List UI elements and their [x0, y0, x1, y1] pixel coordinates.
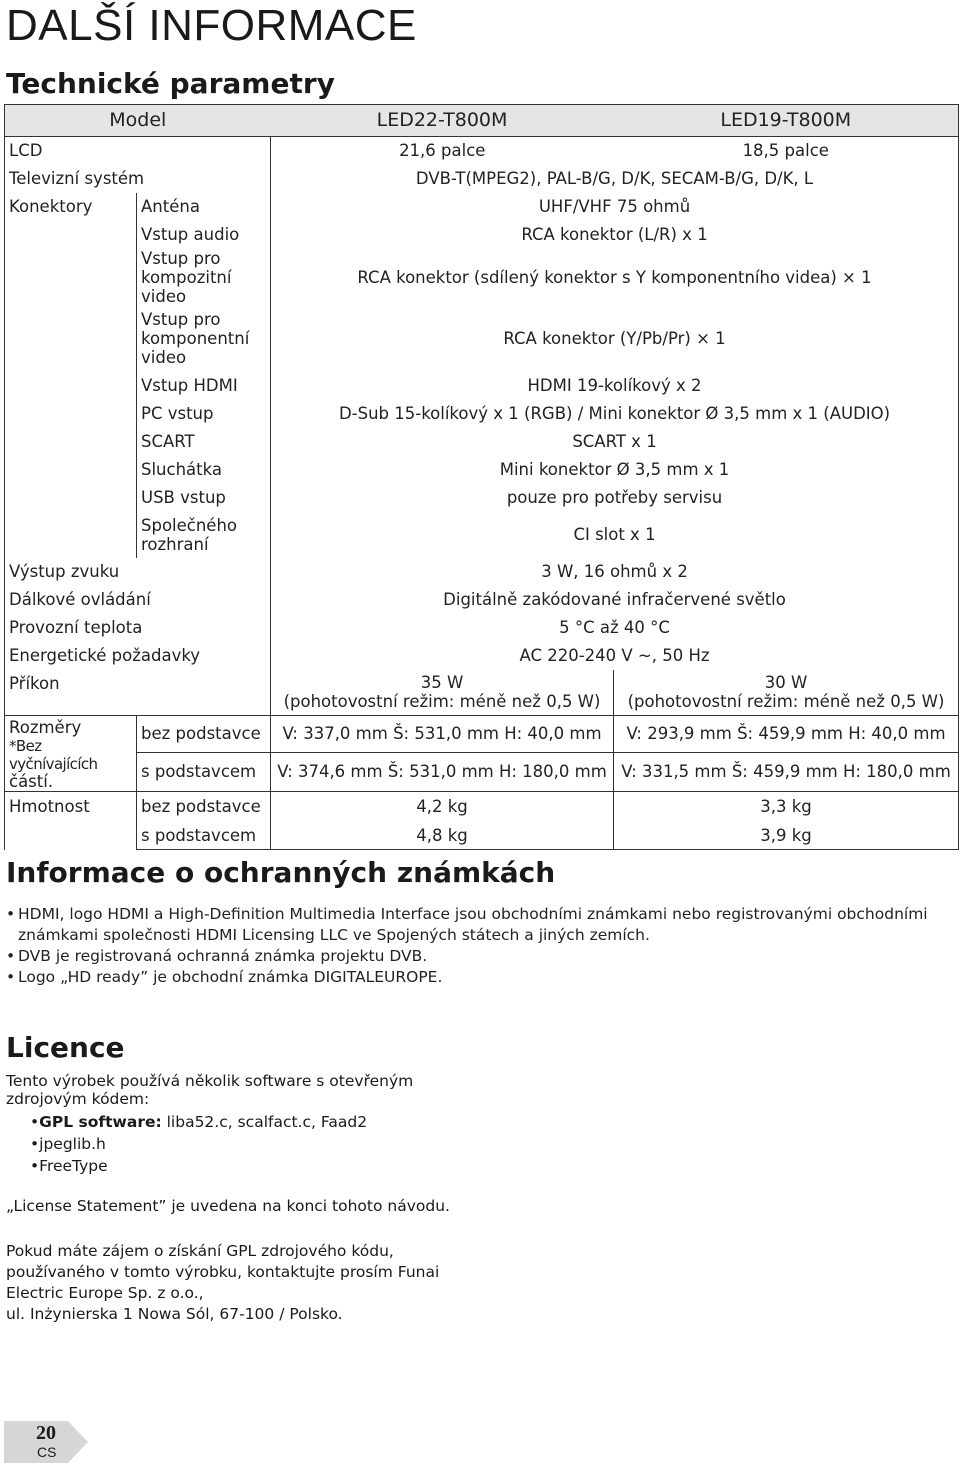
table-row: [5, 221, 959, 249]
table-row: [5, 400, 959, 428]
table-row: [5, 428, 959, 456]
list-item: • jpeglib.h: [30, 1133, 367, 1155]
tv-system-value: DVB-T(MPEG2), PAL-B/G, D/K, SECAM-B/G, D/K, L: [271, 165, 959, 193]
list-item: • FreeType: [30, 1155, 367, 1177]
remote-label: Dálkové ovládání: [5, 586, 271, 614]
specs-heading: Technické parametry: [6, 67, 335, 100]
connector-value: pouze pro potřeby servisu: [271, 484, 959, 512]
table-row: [5, 456, 959, 484]
page-number: 20: [36, 1422, 56, 1444]
table-row: [5, 484, 959, 512]
connector-value: RCA konektor (L/R) x 1: [271, 221, 959, 249]
table-row: [5, 558, 959, 586]
table-row: [5, 792, 959, 822]
table-row: [5, 165, 959, 193]
connector-value: RCA konektor (sdílený konektor s Y komponentního videa) × 1: [271, 249, 959, 306]
gpl-contact-line: ul. Inżynierska 1 Nowa Sól, 67-100 / Polsko.: [6, 1305, 343, 1323]
connector-label: Vstup pro kompozitní video: [137, 249, 271, 306]
weight-row-label: bez podstavce: [137, 792, 271, 822]
list-item: • HDMI, logo HDMI a High-Definition Multimedia Interface jsou obchodními známkami nebo registrovanými obchodními známkami společnosti HDMI Licensing LLC ve Spojených státech a jiných zemích.: [6, 904, 946, 946]
connector-value: SCART x 1: [271, 428, 959, 456]
dimension-value: V: 374,6 mm Š: 531,0 mm H: 180,0 mm: [271, 752, 614, 791]
consumption-watts-1: 35 W: [420, 673, 464, 693]
list-item: [30, 1111, 367, 1133]
model-1-name: LED22-T800M: [271, 105, 614, 137]
connector-label: Vstup HDMI: [137, 372, 271, 400]
gpl-contact: [6, 1241, 446, 1325]
license-statement: „License Statement” je uvedena na konci tohoto návodu.: [6, 1197, 450, 1215]
connector-value: UHF/VHF 75 ohmů: [271, 193, 959, 221]
table-row: [5, 752, 959, 791]
connector-label: Anténa: [137, 193, 271, 221]
table-row: [5, 372, 959, 400]
connector-label: Vstup pro komponentní video: [137, 306, 271, 372]
gpl-contact-line: používaného v tomto výrobku, kontaktujte prosím Funai: [6, 1263, 440, 1281]
weight-value: 4,8 kg: [271, 822, 614, 850]
model-label: Model: [5, 105, 271, 137]
table-row: [5, 512, 959, 558]
list-item: • DVB je registrovaná ochranná známka projektu DVB.: [6, 946, 946, 967]
connector-label: PC vstup: [137, 400, 271, 428]
connector-label: SCART: [137, 428, 271, 456]
temp-value: 5 °C až 40 °C: [271, 614, 959, 642]
table-row: [5, 137, 959, 165]
table-row: [5, 193, 959, 221]
dimension-row-label: bez podstavce: [137, 716, 271, 753]
table-row: [5, 822, 959, 850]
table-row: [5, 249, 959, 306]
connector-value: RCA konektor (Y/Pb/Pr) × 1: [271, 306, 959, 372]
connector-value: CI slot x 1: [271, 512, 959, 558]
gpl-contact-line: Electric Europe Sp. z o.o.,: [6, 1284, 204, 1302]
table-header-row: [5, 105, 959, 137]
dimensions-label-2: *Bez vyčnívajících: [9, 737, 98, 773]
lcd-value-2: 18,5 palce: [614, 137, 959, 165]
power-req-value: AC 220-240 V ~, 50 Hz: [271, 642, 959, 670]
consumption-value-1: [271, 670, 614, 716]
dimensions-label: [5, 716, 137, 792]
consumption-watts-2: 30 W: [764, 673, 808, 693]
lcd-value-1: 21,6 palce: [271, 137, 614, 165]
weight-value: 4,2 kg: [271, 792, 614, 822]
temp-label: Provozní teplota: [5, 614, 271, 642]
consumption-standby-1: (pohotovostní režim: méně než 0,5 W): [283, 692, 601, 712]
weight-row-label: s podstavcem: [137, 822, 271, 850]
table-row: [5, 716, 959, 753]
trademarks-heading: Informace o ochranných známkách: [6, 856, 556, 889]
dimension-row-label: s podstavcem: [137, 752, 271, 791]
connector-value: Mini konektor Ø 3,5 mm x 1: [271, 456, 959, 484]
weight-value: 3,9 kg: [614, 822, 959, 850]
tv-system-label: Televizní systém: [5, 165, 271, 193]
connector-value: HDMI 19-kolíkový x 2: [271, 372, 959, 400]
remote-value: Digitálně zakódované infračervené světlo: [271, 586, 959, 614]
license-intro: Tento výrobek používá několik software s otevřeným zdrojovým kódem:: [6, 1072, 414, 1108]
license-heading: Licence: [6, 1031, 125, 1064]
connector-label: Vstup audio: [137, 221, 271, 249]
dimension-value: V: 293,9 mm Š: 459,9 mm H: 40,0 mm: [614, 716, 959, 753]
model-2-name: LED19-T800M: [614, 105, 959, 137]
gpl-label: GPL software:: [39, 1113, 162, 1131]
list-item: • Logo „HD ready” je obchodní známka DIGITALEUROPE.: [6, 967, 946, 988]
table-row: [5, 642, 959, 670]
connector-label: Společného rozhraní: [137, 512, 271, 558]
trademarks-list: [6, 904, 946, 988]
connector-value: D-Sub 15-kolíkový x 1 (RGB) / Mini konektor Ø 3,5 mm x 1 (AUDIO): [271, 400, 959, 428]
license-list: [30, 1111, 367, 1177]
table-row: [5, 306, 959, 372]
audio-out-label: Výstup zvuku: [5, 558, 271, 586]
page-title: DALŠÍ INFORMACE: [6, 1, 417, 50]
weight-label: Hmotnost: [5, 792, 137, 850]
weight-value: 3,3 kg: [614, 792, 959, 822]
lcd-label: LCD: [5, 137, 271, 165]
power-req-label: Energetické požadavky: [5, 642, 271, 670]
consumption-standby-2: (pohotovostní režim: méně než 0,5 W): [627, 692, 945, 712]
consumption-value-2: [614, 670, 959, 716]
page-language: CS: [37, 1444, 57, 1460]
gpl-value: liba52.c, scalfact.c, Faad2: [166, 1113, 368, 1131]
connector-label: Sluchátka: [137, 456, 271, 484]
table-row: [5, 586, 959, 614]
connector-label: USB vstup: [137, 484, 271, 512]
consumption-label: Příkon: [5, 670, 271, 716]
connectors-label: Konektory: [5, 193, 137, 558]
dimension-value: V: 337,0 mm Š: 531,0 mm H: 40,0 mm: [271, 716, 614, 753]
audio-out-value: 3 W, 16 ohmů x 2: [271, 558, 959, 586]
specs-table: [4, 104, 959, 850]
dimensions-label-1: Rozměry: [9, 718, 82, 737]
dimension-value: V: 331,5 mm Š: 459,9 mm H: 180,0 mm: [614, 752, 959, 791]
gpl-contact-line: Pokud máte zájem o získání GPL zdrojového kódu,: [6, 1242, 394, 1260]
table-row: [5, 670, 959, 716]
table-row: [5, 614, 959, 642]
dimensions-label-3: částí.: [9, 772, 54, 791]
